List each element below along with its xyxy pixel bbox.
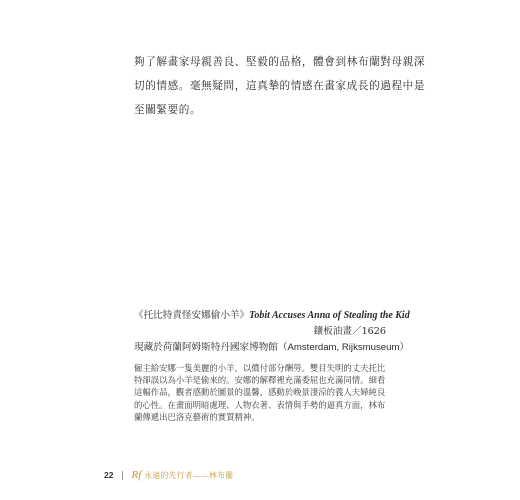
footer-divider bbox=[122, 471, 123, 480]
caption-description-line: 這幅作品，觀者感動於圖景的溫馨，感動於晚景淒涼的義人夫婦純良 bbox=[134, 387, 386, 398]
body-paragraph bbox=[134, 50, 426, 122]
running-book-title: 永遠的先行者——林布蘭 bbox=[144, 470, 234, 480]
body-line: 切的情感。毫無疑問，這真摯的情感在畫家成長的過程中是 bbox=[134, 80, 426, 92]
caption-description-line: 僱主給安娜一隻美麗的小羊，以償付部分酬勞。雙目失明的丈夫托比 bbox=[134, 363, 386, 373]
caption-description-line: 蘭傳遞出巴洛克藝術的實質精神。 bbox=[134, 411, 260, 422]
series-logo-icon: Rf bbox=[131, 469, 142, 481]
caption-description-line: 特卻誤以為小羊是偷來的。安娜的解釋裡充滿委屈也充滿同情。細看 bbox=[134, 375, 386, 386]
figure-caption bbox=[134, 309, 410, 423]
caption-description bbox=[134, 362, 386, 423]
body-line: 夠了解畫家母親善良、堅毅的品格，體會到林布蘭對母親深 bbox=[134, 56, 426, 68]
body-line: 至關緊要的。 bbox=[134, 104, 202, 116]
page-footer bbox=[104, 468, 233, 482]
caption-medium: 鑲板油畫／1626 bbox=[313, 326, 386, 337]
caption-title-zh: 《托比特責怪安娜偷小羊》 bbox=[134, 310, 250, 321]
caption-collection-en: （Amsterdam, Rijksmuseum） bbox=[277, 342, 410, 353]
page-number: 22 bbox=[104, 470, 114, 480]
caption-collection bbox=[134, 340, 410, 355]
caption-collection-zh: 現藏於荷蘭阿姆斯特丹國家博物館 bbox=[134, 342, 278, 353]
caption-title-en: Tobit Accuses Anna of Stealing the Kid bbox=[249, 310, 410, 321]
caption-title bbox=[134, 309, 410, 323]
caption-description-line: 的心性。在畫面明暗處理、人物衣著、表情與手勢的逼真方面，林布 bbox=[134, 399, 386, 410]
